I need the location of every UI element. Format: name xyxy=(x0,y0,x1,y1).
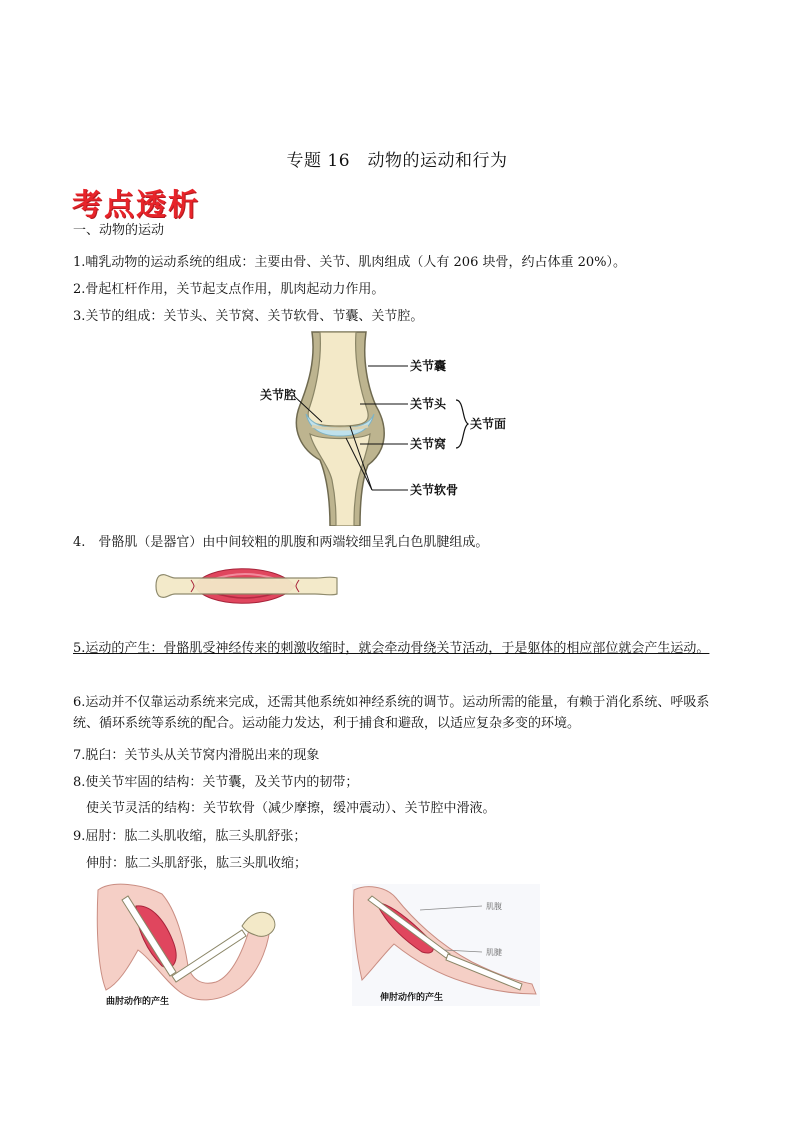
flex-caption: 曲肘动作的产生 xyxy=(106,997,170,1007)
elbow-flex-figure xyxy=(92,880,284,1010)
tendon-label: 肌腱 xyxy=(486,948,502,957)
bone-shape xyxy=(156,575,337,598)
joint-diagram xyxy=(250,330,520,526)
page-title: 专题 16 动物的运动和行为 xyxy=(286,151,508,171)
point-9b: 伸肘：肱二头肌舒张，肱三头肌收缩； xyxy=(86,856,308,871)
point-3: 3.关节的组成：关节头、关节窝、关节软骨、节囊、关节腔。 xyxy=(73,309,424,324)
muscle-diagram xyxy=(155,558,340,614)
label-cartilage: 关节软骨 xyxy=(410,483,459,497)
belly-label: 肌腹 xyxy=(486,902,502,911)
extend-caption: 伸肘动作的产生 xyxy=(380,993,444,1003)
point-4: 4. 骨骼肌（是器官）由中间较粗的肌腹和两端较细呈乳白色肌腱组成。 xyxy=(73,535,489,550)
label-socket: 关节窝 xyxy=(410,437,447,451)
elbow-extend-figure xyxy=(352,884,540,1006)
label-cavity: 关节腔 xyxy=(260,388,297,402)
label-surface: 关节面 xyxy=(470,417,507,431)
section-banner: 考点透析 xyxy=(72,188,200,223)
point-8a: 8.使关节牢固的结构：关节囊，及关节内的韧带； xyxy=(73,775,359,790)
point-2: 2.骨起杠杆作用，关节起支点作用，肌肉起动力作用。 xyxy=(73,282,385,297)
point-9a: 9.屈肘：肱二头肌收缩，肱三头肌舒张； xyxy=(73,829,307,844)
point-8b: 使关节灵活的结构：关节软骨（减少摩擦，缓冲震动）、关节腔中滑液。 xyxy=(86,801,496,816)
point-6: 6.运动并不仅靠运动系统来完成，还需其他系统如神经系统的调节。运动所需的能量，有赖于消化系统、呼吸系统、循环系统等系统的配合。运动能力发达，利于捕食和避敌，以适应复杂多变的环境。 xyxy=(73,695,710,731)
flex-hand-shape xyxy=(242,912,275,936)
section-heading: 一、动物的运动 xyxy=(73,223,165,238)
label-head: 关节头 xyxy=(410,397,447,411)
point-7: 7.脱臼：关节头从关节窝内滑脱出来的现象 xyxy=(73,748,320,763)
point-1: 1.哺乳动物的运动系统的组成：主要由骨、关节、肌肉组成（人有 206 块骨，约占体重 20%）。 xyxy=(73,255,627,270)
label-capsule: 关节囊 xyxy=(410,359,447,373)
point-5: 5.运动的产生：骨骼肌受神经传来的刺激收缩时，就会牵动骨绕关节活动，于是躯体的相应部位就会产生运动。 xyxy=(73,641,710,656)
